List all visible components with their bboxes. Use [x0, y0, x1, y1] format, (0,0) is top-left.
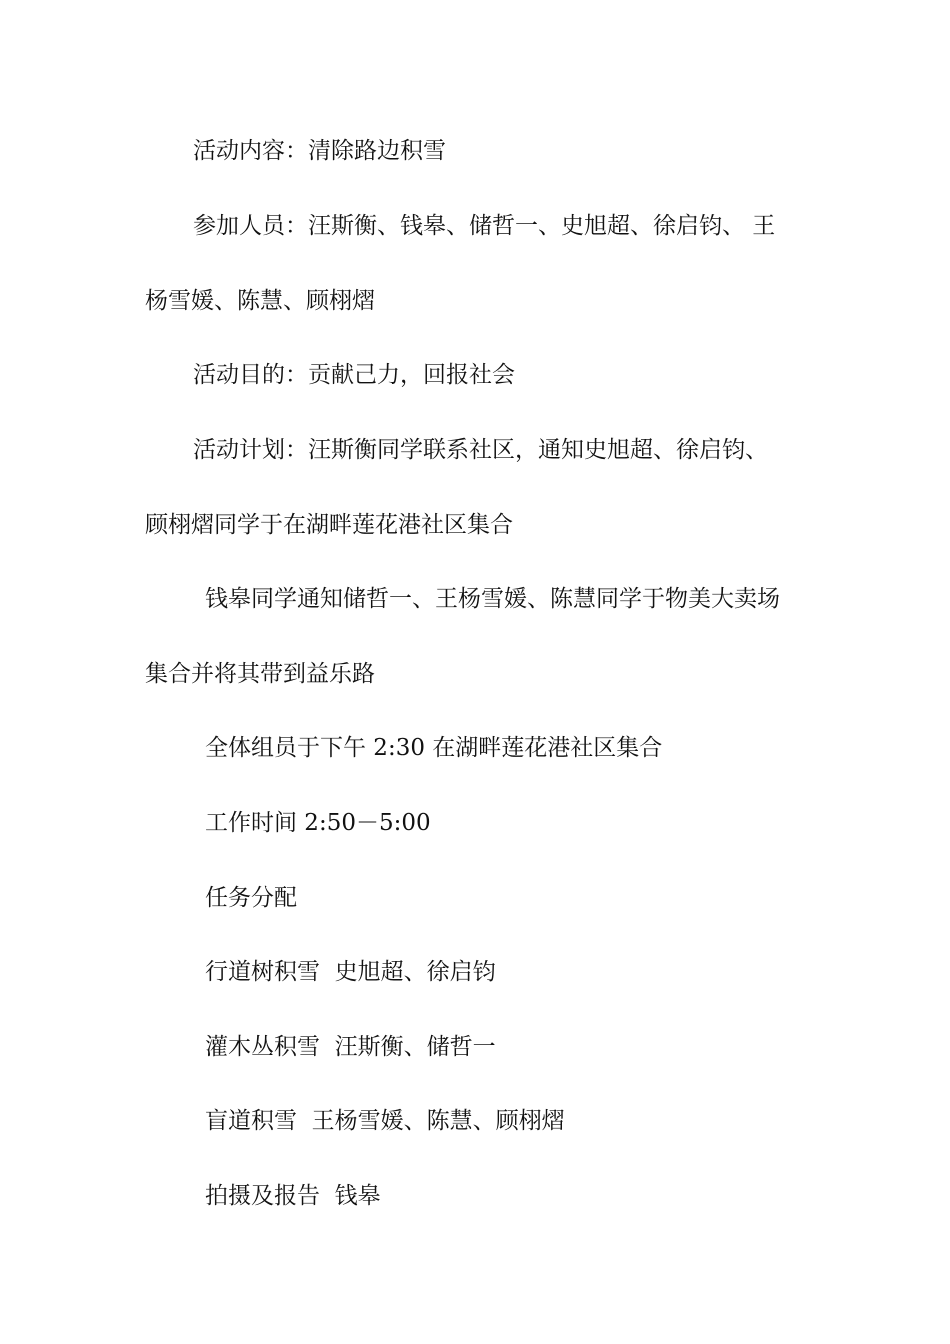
- activity-purpose-line: 活动目的：贡献己力，回报社会: [193, 362, 515, 388]
- activity-plan-line-2: 顾栩熠同学于在湖畔莲花港社区集合: [145, 512, 513, 538]
- activity-content-line: 活动内容：清除路边积雪: [193, 138, 446, 164]
- notice-line-1: 钱皋同学通知储哲一、王杨雪媛、陈慧同学于物美大卖场: [205, 586, 780, 612]
- work-time-line: 工作时间 2:50－5:00: [205, 810, 431, 836]
- assembly-time-line: 全体组员于下午 2:30 在湖畔莲花港社区集合: [205, 735, 663, 761]
- task-tactile-paving: 盲道积雪 王杨雪媛、陈慧、顾栩熠: [205, 1108, 565, 1134]
- task-street-trees: 行道树积雪 史旭超、徐启钧: [205, 959, 496, 985]
- participants-line-1: 参加人员：汪斯衡、钱皋、储哲一、史旭超、徐启钧、 王: [193, 213, 776, 239]
- activity-plan-line-1: 活动计划：汪斯衡同学联系社区，通知史旭超、徐启钧、: [193, 437, 768, 463]
- participants-line-2: 杨雪媛、陈慧、顾栩熠: [145, 288, 375, 314]
- task-photo-report: 拍摄及报告 钱皋: [205, 1183, 381, 1209]
- task-assignment-heading: 任务分配: [205, 885, 297, 911]
- notice-line-2: 集合并将其带到益乐路: [145, 661, 375, 687]
- task-shrubs: 灌木丛积雪 汪斯衡、储哲一: [205, 1034, 496, 1060]
